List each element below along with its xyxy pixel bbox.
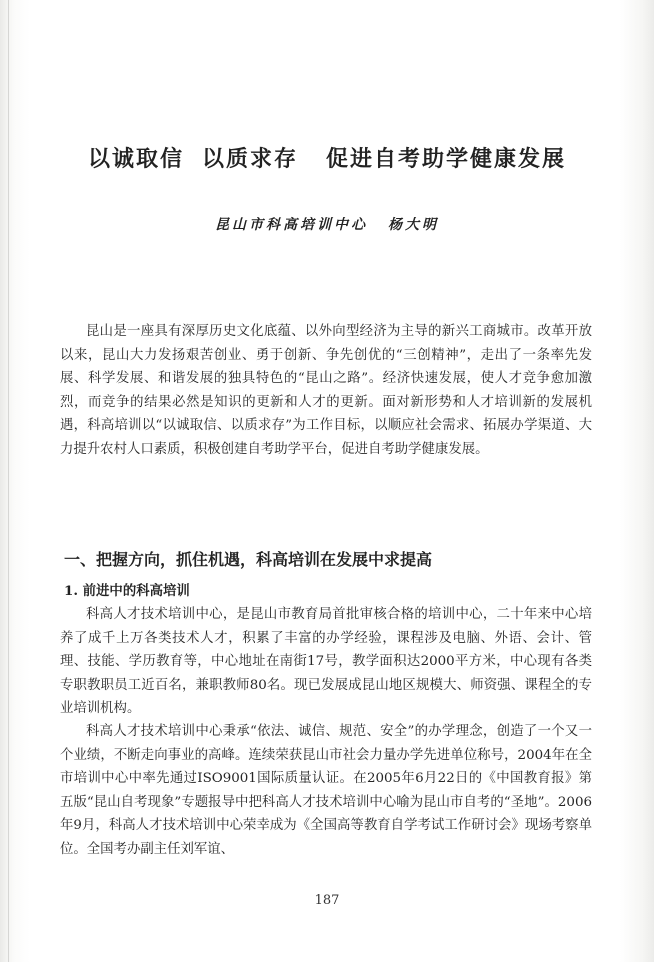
sub-heading: 1. 前进中的科高培训 [64,583,190,599]
author-organization: 昆山市科高培训中心 [215,217,368,233]
author-byline [0,214,654,234]
page-number: 187 [314,893,340,908]
title-part-2: 以质求存 [201,147,298,172]
title-part-3: 促进自考助学健康发展 [326,147,567,172]
author-name: 杨大明 [388,217,439,233]
body-paragraph-3: 科高人才技术培训中心秉承“依法、诚信、规范、安全”的办学理念，创造了一个又一个业绩，不断走向事业的高峰。连续荣获昆山市社会力量办学先进单位称号，2004年在全市培训中心中率先通过ISO9001国际质量认证。在2005年6月22日的《中国教育报》第五版“昆山自考现象”专题报导中把科高人才技术培训中心喻为昆山市自考的“圣地”。2006年9月，科高人才技术培训中心荣幸成为《全国高等教育自学考试工作研讨会》现场考察单位。全国考办副主任刘军谊、 [60,724,592,857]
section-heading: 一、把握方向，抓住机遇，科高培训在发展中求提高 [64,550,433,569]
body-paragraph-2: 科高人才技术培训中心，是昆山市教育局首批审核合格的培训中心，二十年来中心培养了成千上万各类技术人才，积累了丰富的办学经验，课程涉及电脑、外语、会计、管理、技能、学历教育等，中心地址在南街17号，教学面积达2000平方米，中心现有各类专职教职员工近百名，兼职教师80名。现已发展成昆山地区规模大、师资强、课程全的专业培训机构。 [60,607,592,716]
title-part-1: 以诚取信 [87,147,184,172]
intro-paragraph: 昆山是一座具有深厚历史文化底蕴、以外向型经济为主导的新兴工商城市。改革开放以来，昆山大力发扬艰苦创业、勇于创新、争先创优的“三创精神”，走出了一条率先发展、科学发展、和谐发展的独具特色的“昆山之路”。经济快速发展，使人才竞争愈加激烈，而竞争的结果必然是知识的更新和人才的更新。面对新形势和人才培训新的发展机遇，科高培训以“以诚取信、以质求存”为工作目标，以顺应社会需求、拓展办学渠道、大力提升农村人口素质，积极创建自考助学平台，促进自考助学健康发展。 [60,324,592,457]
article-title [0,142,654,173]
